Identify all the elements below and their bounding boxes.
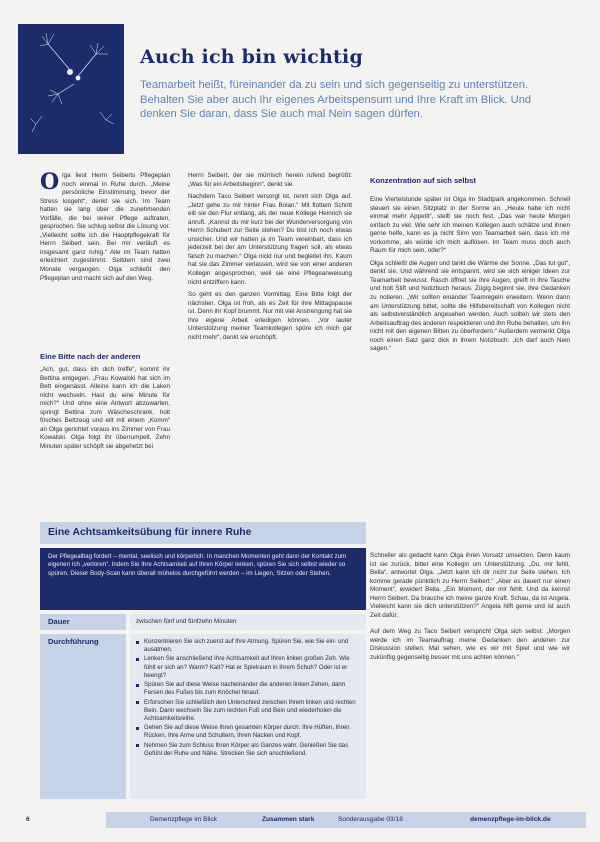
body-paragraph: Eine Viertelstunde später ist Olga im Stadtpark angekommen. Schnell steuert sie einen Sitzplatz in der Sonne an. „Heute habe ich nicht einmal mehr Appetit“, stellt sie noch fest. „Das war heute Morgen einfach zu viel. Wie sehr ich meinen Kollegen auch schätze und ihnen gerne helfe, kann es ja nicht Sinn von Teamarbeit sein, dass ich mir vorkomme, als würde ich mich auflösen. Im Team muss doch auch Raum für mich sein, oder?“ <box>370 196 570 255</box>
body-paragraph: „Ach, gut, dass ich dich treffe“, kommt ihr Bettina entgegen. „Frau Kowalski hat sich im Bett eingenässt. Alleine kann ich die Laken nicht wechseln. Hast du eine Minute für mich?“ Und ohne eine Antwort abzuwarten, springt Bettina zum Wäscheschrank, holt frisches Bettzeug und eilt mit einem „Komm“ an Olga gerichtet voraus ins Zimmer von Frau Kowalski. Olga folgt ihr überrumpelt. Zehn Minuten später schöpft sie abgehetzt bei <box>40 366 170 450</box>
dandelion-illustration <box>18 24 124 154</box>
intro-text: lga liest Herrn Seiberts Pflegeplan noch einmal in Ruhe durch. „Meine persönliche Einstimmung, bevor der Stress losgeht“, denkt sie sich. Im Team hatten sie lang über die zunehmenden Vorfälle, die bei seiner Pflege auftraten, gesprochen. Sie schlug selbst die Lösung vor. „Vielleicht sollte ich die Hauptpflegekraft für Herrn Seibert sein. Bei mir verläuft es insgesamt ganz ruhig.“ Alle im Team hatten erleichtert zugestimmt. Seitdem sind zwei Monate vergangen. Olga schließt den Pflegeplan und macht sich auf den Weg. <box>40 172 170 282</box>
step-item: Spüren Sie auf diese Weise nacheinander die anderen linken Zehen, dann Fersen des Fußes bis zum Knöchel hinauf. <box>136 681 360 697</box>
drop-cap: O <box>40 169 60 195</box>
body-paragraph: Schneller als gedacht kann Olga ihren Vorsatz umsetzen. Denn kaum ist sie zurück, bittet eine Kollegin um Unterstützung. „Du, mir fehlt, Bella“, antwortet Olga. „Jetzt kann ich dir nicht zur Seite stehen. Ich komme gerade pünktlich zu Herrn Seibert.“ „Aber es dauert nur einen Moment“, erwidert Bella. „Ein Moment, der mir fehlt. Und da kennst Herrn Seibert. Da brauche ich meine ganze Kraft. Schau, da ist Angela. Vielleicht kann sie dich unterstützen?“ Angela hilft gerne und ist auch Zeit dafür. <box>370 552 570 619</box>
page-footer <box>0 812 600 832</box>
footer-issue: Sonderausgabe 03/18 <box>338 816 403 823</box>
footer-url: demenzpflege-im-blick.de <box>470 816 551 823</box>
lead-paragraph: Teamarbeit heißt, füreinander da zu sein und sich gegenseitig zu unterstützen. Behalten Sie aber auch Ihr eigenes Arbeitspensum und Ihre Kraft im Blick. Und denken Sie daran, dass Sie auch mal Nein sagen dürfen. <box>140 79 532 121</box>
subhead-bitte: Eine Bitte nach der anderen <box>40 352 141 361</box>
footer-magazine: Demenzpflege im Blick <box>150 816 218 823</box>
body-paragraph: Auf dem Weg zu Taco Seibert verspricht Olga sich selbst: „Morgen werde ich im Teamauftrag meine Gedanken den anderen zur Diskussion stellen. Mal sehen, wie es wir mit Spiel und wie wir zukünftig gegenseitig besser mit uns achten können.“ <box>370 628 570 662</box>
dandelion-icon <box>18 24 124 154</box>
subhead-konzentration: Konzentration auf sich selbst <box>370 176 476 185</box>
step-item: Gehen Sie auf diese Weise Ihren gesamten Körper durch: Ihre Hüften, Ihren Rücken, Ihre Arme und Schultern, Ihren Nacken und Kopf. <box>136 724 360 740</box>
step-item: Lenken Sie anschließend Ihre Achtsamkeit auf Ihren linken großen Zeh. Wie fühlt er sich an? Warm? Kalt? Hat er Spielraum in Ihrem Schuh? Oder ist er beengt? <box>136 655 360 679</box>
article-column-1 <box>40 169 170 283</box>
step-item: Nehmen Sie zum Schluss Ihren Körper als Ganzes wahr. Genießen Sie das Gefühl der Ruhe und Nähe. Strecken Sie sich anschließend. <box>136 742 360 758</box>
page-title: Auch ich bin wichtig <box>140 46 363 68</box>
procedure-row <box>40 634 366 799</box>
duration-value: zwischen fünf und fünfzehn Minuten <box>130 614 366 630</box>
step-item: Erforschen Sie schließlich den Unterschied zwischen Ihrem linken und rechten Bein. Dann wechseln Sie zum rechten Fuß und Bein und wiederholen die Achtsamkeitsreihe. <box>136 699 360 723</box>
procedure-steps <box>130 634 366 799</box>
body-paragraph: So geht es den ganzen Vormittag. Eine Bitte folgt der nächsten. Olga ist froh, als es Zeit für ihre Mittagspause ist. Denn ihr Kopf brummt. Nur mit viel Anstrengung hat sie ihre eigene Arbeit erledigen können. „Vor lauter Unterstützung meiner Teamkollegen spüre ich mich gar nicht mehr“, denkt sie erschöpft. <box>188 291 352 341</box>
infobox-intro: Der Pflegealltag fordert – mental, seelisch und körperlich. In manchen Momenten geht dann der Kontakt zum eigenen Ich „verloren“. Indem Sie Ihre Achtsamkeit auf Ihren Körper lenken, spüren Sie sich selbst wieder so spüren. Dieser Body-Scan kann überall mühelos durchgeführt werden – im Liegen, Sitzen oder Stehen. <box>40 548 366 610</box>
article-column-3b <box>370 552 570 663</box>
article-column-3 <box>370 196 570 354</box>
intro-paragraph <box>40 169 170 283</box>
body-paragraph: Nachdem Taco Seibert versorgt ist, rennt sich Olga auf. „Jetzt gehe zu mir hinter Frau Bolan.“ Mit flottem Schritt eilt sie den Flur entlang, als der neue Kollege Heinrich sie anruft. „Kannst du mir kurz bei der Wunderversorgung von Herrn Schubert zur Seite stehen? Du bist ich noch etwas unsicher. Und wir hatten ja im Team vereinbart, dass ich jederzeit bei der am Unterstützung fragen soll, als etwas falsch zu machen.“ Olga nickt nur und begleitet ihn. Kaum hat sie das Zimmer verlassen, wird sie von einer anderen Kollegin angesprochen, weil sie eine Pflegeanweisung nicht entziffern kann. <box>188 193 352 286</box>
procedure-label: Durchführung <box>40 634 126 799</box>
body-paragraph: Herrn Seibert, der sie mürrisch herein rufend begrüßt: „Was für ein Arbeitsbeginn“, denkt sie. <box>188 172 352 188</box>
article-column-1b <box>40 366 170 451</box>
exercise-infobox <box>40 522 366 799</box>
page-number: 6 <box>26 816 30 823</box>
step-item: Konzentrieren Sie sich zuerst auf Ihre Atmung. Spüren Sie, wie Sie ein- und ausatmen. <box>136 638 360 654</box>
duration-label: Dauer <box>40 614 126 630</box>
article-column-2 <box>188 172 352 342</box>
duration-row <box>40 614 366 630</box>
infobox-title: Eine Achtsamkeitsübung für innere Ruhe <box>40 522 366 544</box>
body-paragraph: Olga schließt die Augen und tankt die Wärme der Sonne. „Das tut gut“, denkt sie. Und während sie entspannt, wird sie sich einiger Ideen zur Teamarbeit bewusst. Rasch öffnet sie ihre Augen, greift in ihre Tasche und holt Stift und Notizbuch heraus. Zügig beginnt sie, ihre Gedanken zu notieren. „Wir sollten einander Teamregeln erweitern. Wenn dann am Unterstützung bittet, sollte die Hilfsbereitschaft von Kollegen nicht als selbstverständlich angesehen werden. Auch sollten wir stets den Arbeitsauftrag des anderen respektieren und ihn Ruhe behalten, um ihn nicht mit den eigenen Bitten zu überfordern.“ Außerdem vermerkt Olga noch einen Satz ganz dick in ihrem Notizbuch: „Ich darf auch Nein sagen.“ <box>370 259 570 353</box>
footer-section: Zusammen stark <box>262 816 315 823</box>
